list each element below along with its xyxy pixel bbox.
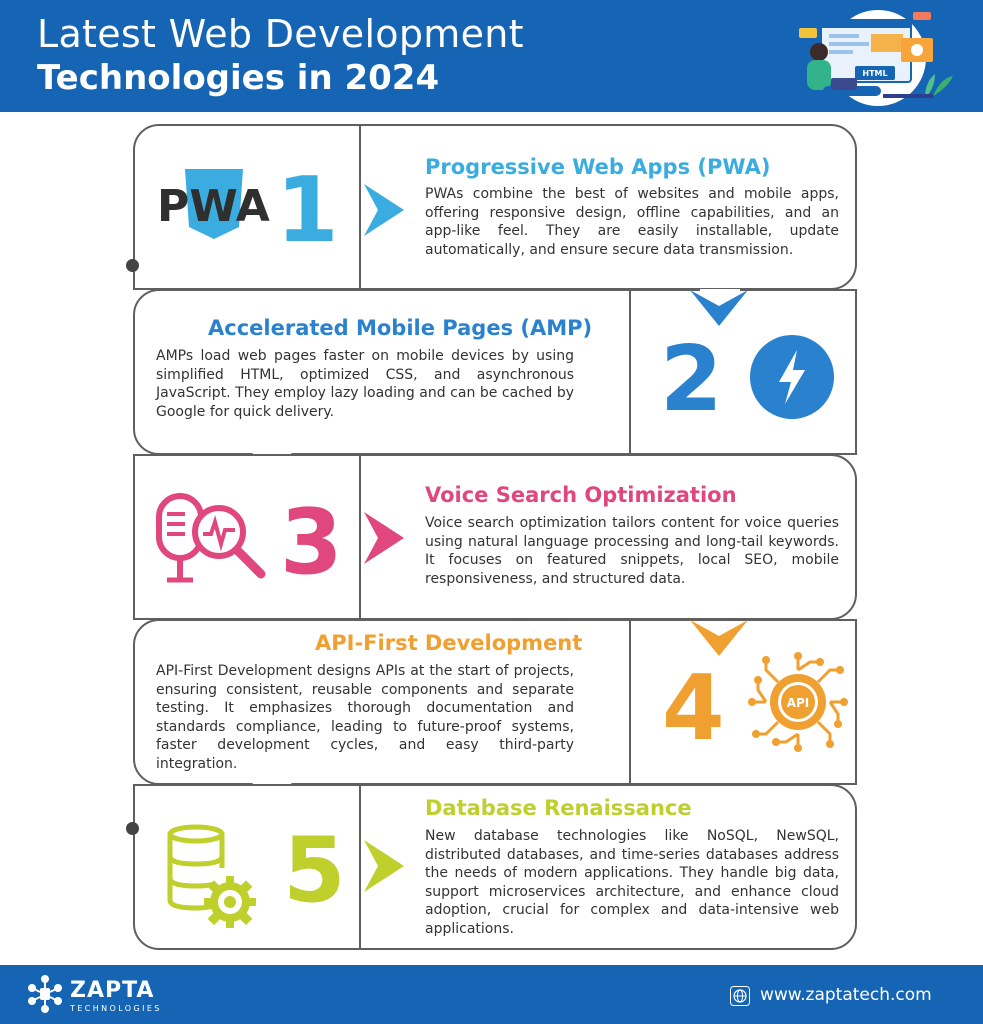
number-5: 5 [283, 818, 346, 923]
chevron-right-icon [360, 508, 410, 568]
api-logo-text: API [786, 696, 810, 710]
card-body-api: API-First Development designs APIs at the start of projects, ensuring consistent, reusable components and separate testing. It emphasizes thorough documentation and standards compliance, leading to future-proof systems, faster development cycles, and easy third-party integration. [156, 663, 574, 772]
lightning-icon [749, 334, 835, 420]
pwa-logo [155, 165, 275, 245]
number-2: 2 [660, 327, 723, 432]
page-title-line1: Latest Web Development [37, 12, 524, 56]
zapta-logo-icon [26, 974, 64, 1014]
card-divider [629, 620, 631, 784]
brand-subtitle: TECHNOLOGIES [70, 1004, 162, 1013]
card-body-voice: Voice search optimization tailors content for voice queries using natural language processing and long-tail keywords. It focuses on featured snippets, local SEO, mobile responsiveness, and structured data. [425, 515, 839, 587]
page-title-line2: Technologies in 2024 [37, 58, 440, 98]
brand-name: ZAPTA [70, 978, 155, 1003]
connector-dot [126, 259, 139, 272]
website-link[interactable]: www.zaptatech.com [760, 985, 932, 1005]
developer-illustration [793, 8, 963, 108]
chevron-down-icon [686, 618, 752, 660]
illustration-html-label: HTML [862, 69, 888, 78]
pwa-logo-text: PWA [157, 181, 270, 232]
card-title-voice: Voice Search Optimization [425, 483, 737, 507]
api-gear-icon [748, 652, 848, 752]
card-title-pwa: Progressive Web Apps (PWA) [425, 155, 771, 179]
microphone-search-icon [155, 492, 267, 584]
connector-line [133, 200, 135, 266]
chevron-down-icon [686, 288, 752, 330]
number-4: 4 [662, 656, 725, 761]
card-title-database: Database Renaissance [425, 796, 692, 820]
number-3: 3 [280, 490, 343, 595]
card-divider [629, 290, 631, 454]
card-body-amp: AMPs load web pages faster on mobile devices by using simplified HTML, optimized CSS, and asynchronous JavaScript. They employ lazy loading and can be cached by Google for quick delivery. [156, 348, 574, 420]
card-body-database: New database technologies like NoSQL, NewSQL, distributed databases, and time-series databases address the needs of modern applications. They handle big data, support microservices architecture, and enhance cloud adoption, crucial for complex and data-intensive web applications. [425, 828, 839, 937]
card-title-api: API-First Development [315, 631, 583, 655]
globe-icon [730, 986, 750, 1006]
database-gear-icon [166, 824, 258, 930]
chevron-right-icon [360, 836, 410, 896]
card-body-pwa: PWAs combine the best of websites and mobile apps, offering responsive design, offline capabilities, and an app-like feel. They are easily installable, update automatically, and ensure secure data transmission. [425, 186, 839, 258]
connector-dot [126, 822, 139, 835]
number-1: 1 [276, 158, 339, 263]
chevron-right-icon [360, 180, 410, 240]
card-title-amp: Accelerated Mobile Pages (AMP) [208, 316, 593, 340]
